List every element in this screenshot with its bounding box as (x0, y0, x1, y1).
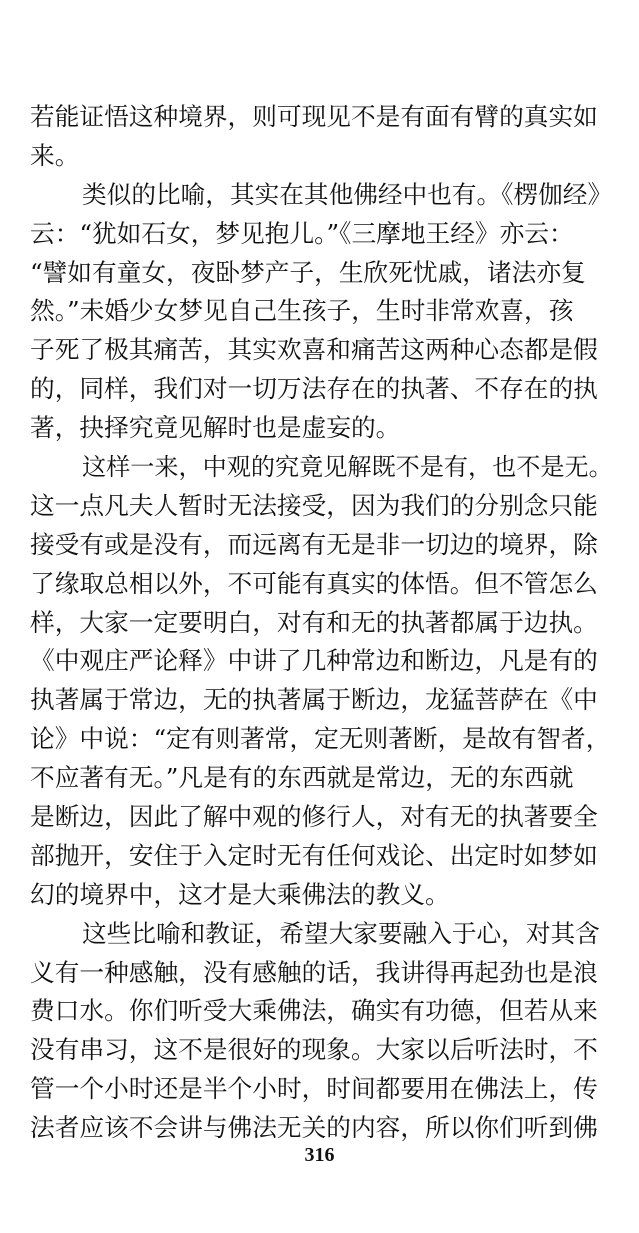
text-line: 管一个小时还是半个小时，时间都要用在佛法上，传 (30, 1074, 598, 1104)
text-line: 若能证悟这种境界，则可现见不是有面有臂的真实如 (30, 102, 598, 131)
text-line: 部抛开，安住于入定时无有任何戏论、出定时如梦如 (30, 840, 598, 870)
body-text (30, 98, 620, 1148)
text-line: 费口水。你们听受大乘佛法，确实有功德，但若从来 (30, 996, 598, 1026)
text-line: 这样一来，中观的究竟见解既不是有，也不是无。 (82, 453, 613, 482)
text-line: 幻的境界中，这才是大乘佛法的教义。 (30, 879, 450, 909)
text-line: “譬如有童女，夜卧梦产子，生欣死忧戚，诸法亦复 (30, 257, 586, 287)
text-line: 义有一种感触，没有感触的话，我讲得再起劲也是浪 (30, 957, 598, 987)
text-line: 样，大家一定要明白，对有和无的执著都属于边执。 (30, 607, 598, 637)
text-line: 这些比喻和教证，希望大家要融入于心，对其含 (82, 918, 600, 948)
text-line: 执著属于常边，无的执著属于断边，龙猛菩萨在《中 (30, 685, 598, 715)
text-line: 来。 (30, 140, 80, 170)
text-line: 的，同样，我们对一切万法存在的执著、不存在的执 (30, 374, 598, 404)
text-line: 类似的比喻，其实在其他佛经中也有。《楞伽经》 (82, 179, 613, 209)
page-number: 316 (304, 1144, 335, 1166)
text-line: 不应著有无。”凡是有的东西就是常边，无的东西就 (30, 763, 574, 793)
text-line: 接受有或是没有，而远离有无是非一切边的境界，除 (30, 529, 598, 559)
text-line: 子死了极其痛苦，其实欢喜和痛苦这两种心态都是假 (30, 335, 598, 365)
text-line: 然。”未婚少女梦见自己生孩子，生时非常欢喜，孩 (30, 296, 574, 326)
text-line: 云：“犹如石女，梦见抱儿。”《三摩地王经》亦云： (30, 218, 574, 248)
text-line: 是断边，因此了解中观的修行人，对有无的执著要全 (30, 802, 598, 832)
text-line: 这一点凡夫人暂时无法接受，因为我们的分别念只能 (30, 490, 598, 520)
text-line: 论》中说：“定有则著常，定无则著断，是故有智者， (30, 724, 611, 754)
text-line: 了缘取总相以外，不可能有真实的体悟。但不管怎么 (30, 568, 598, 598)
text-line: 著，抉择究竟见解时也是虚妄的。 (30, 413, 401, 443)
text-line: 没有串习，这不是很好的现象。大家以后听法时，不 (30, 1035, 598, 1065)
text-line: 《中观庄严论释》中讲了几种常边和断边，凡是有的 (30, 646, 598, 676)
text-line: 法者应该不会讲与佛法无关的内容，所以你们听到佛 (30, 1113, 598, 1143)
